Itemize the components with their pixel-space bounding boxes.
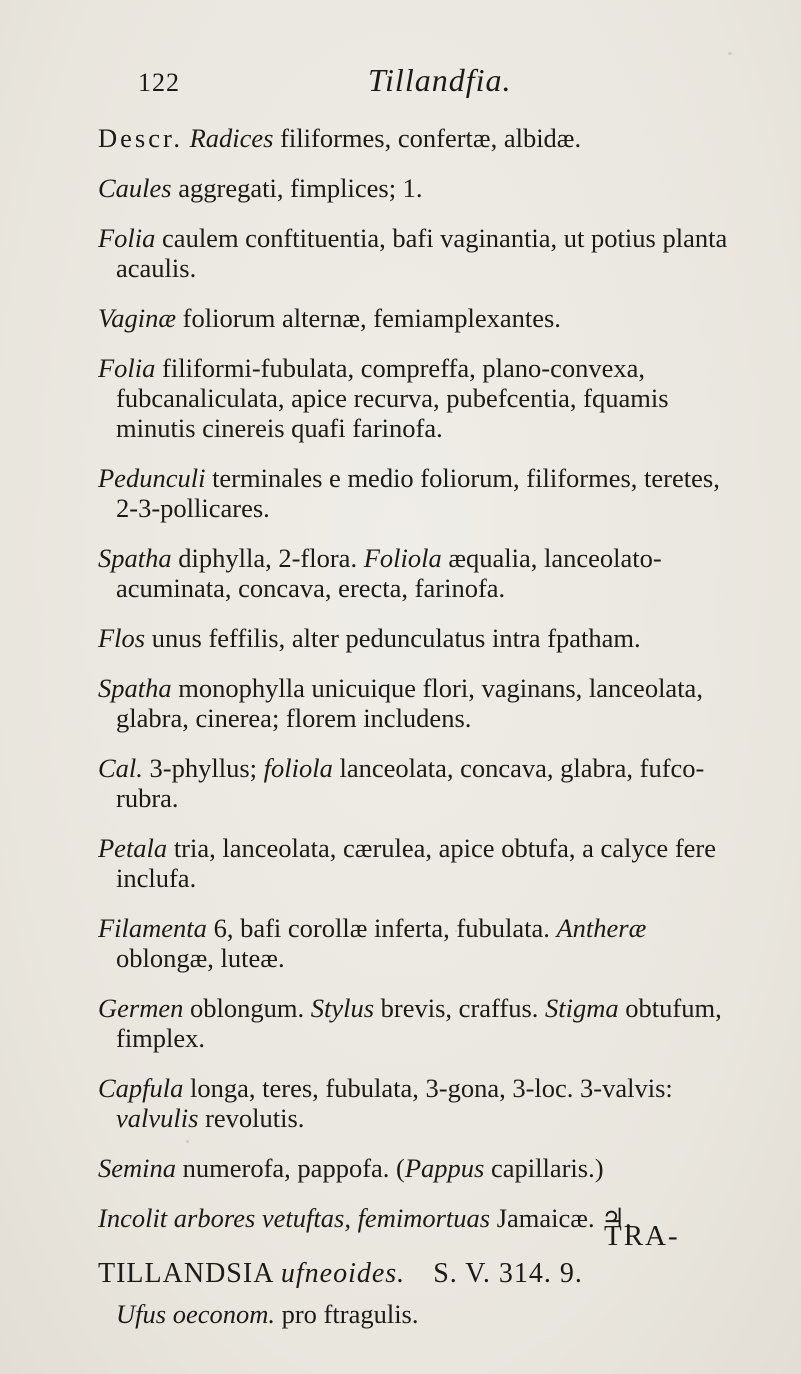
term: Caules [98, 173, 172, 203]
text: unus feffilis, alter pedunculatus intra fpatham. [145, 623, 641, 653]
species-heading [98, 1259, 728, 1289]
term: Stylus [310, 993, 375, 1023]
text: brevis, craffus. [374, 993, 546, 1023]
term: Antheræ [556, 913, 647, 943]
paragraph-spatha-2 [98, 673, 728, 733]
text: diphylla, 2-flora. [171, 543, 364, 573]
page-number: 122 [138, 68, 180, 97]
text: Jamaicæ. ♃. [490, 1203, 632, 1233]
usus-line [116, 1299, 728, 1329]
term: Pedunculi [98, 463, 206, 493]
text: filiformes, confertæ, albidæ. [273, 123, 582, 153]
term: Folia [98, 353, 156, 383]
paragraph-petala [98, 833, 728, 893]
paragraph-capfula [98, 1073, 728, 1133]
paragraph-semina [98, 1153, 728, 1183]
text: terminales e medio foliorum, filiformes, teretes, 2-3-pollicares. [116, 463, 720, 523]
text: 6, bafi corollæ inferta, fubulata. [206, 913, 557, 943]
term: Stigma [545, 993, 619, 1023]
text: aggregati, fimplices; 1. [171, 173, 423, 203]
text: revolutis. [198, 1103, 305, 1133]
term: Folia [98, 223, 156, 253]
term: foliola [263, 753, 333, 783]
term: Filamenta [98, 913, 207, 943]
description-body [98, 123, 728, 1329]
text: obtufum, fimplex. [116, 993, 722, 1053]
paragraph-germen [98, 993, 728, 1053]
paragraph-flos [98, 623, 728, 653]
running-title: Tillandfia. [368, 62, 512, 98]
text: foliorum alternæ, femiamplexantes. [176, 303, 561, 333]
term: valvulis [116, 1103, 199, 1133]
paragraph-filamenta [98, 913, 728, 973]
paragraph-calyx [98, 753, 728, 813]
text: 3-phyllus; [142, 753, 264, 783]
paragraph-radices [98, 123, 728, 153]
term: Germen [98, 993, 184, 1023]
text: oblongæ, luteæ. [116, 943, 285, 973]
text: oblongum. [183, 993, 311, 1023]
paragraph-pedunculi [98, 463, 728, 523]
text: capillaris.) [484, 1153, 604, 1183]
species-reference: S. V. 314. 9. [433, 1258, 583, 1289]
text: longa, teres, fubulata, 3-gona, 3-loc. 3-valvis: [183, 1073, 673, 1103]
term: Cal. [98, 753, 143, 783]
text: numerofa, pappofa. ( [176, 1153, 405, 1183]
term: Vaginæ [98, 303, 177, 333]
text: tria, lanceolata, cærulea, apice obtufa, a calyce fere inclufa. [116, 833, 716, 893]
text: caulem conftituentia, bafi vaginantia, ut potius planta acaulis. [116, 223, 728, 283]
term: Capfula [98, 1073, 184, 1103]
term: Pappus [404, 1153, 485, 1183]
paragraph-caules [98, 173, 728, 203]
usus-text: pro ftragulis. [274, 1299, 419, 1329]
term: Spatha [98, 673, 172, 703]
species-epithet: ufneoides. [280, 1258, 406, 1289]
term: Petala [98, 833, 168, 863]
term: Incolit arbores vetuftas, femimortuas [98, 1203, 491, 1233]
term: Radices [189, 123, 274, 153]
catchword: TRA- [604, 1220, 680, 1252]
text: æqualia, lanceolato-acuminata, concava, erecta, farinofa. [116, 543, 662, 603]
paragraph-spatha [98, 543, 728, 603]
descr-label: Descr. [98, 123, 183, 153]
term: Foliola [363, 543, 442, 573]
term: Flos [98, 623, 146, 653]
text: monophylla unicuique flori, vaginans, lanceolata, glabra, cinerea; florem includens. [116, 673, 703, 733]
text: filiformi-fubulata, compreffa, plano-convexa, fubcanaliculata, apice recurva, pubefcentia, fquamis minutis cinereis quafi farinofa. [116, 353, 669, 443]
term: Spatha [98, 543, 172, 573]
usus-label: Ufus oeconom. [116, 1299, 275, 1329]
page-header [98, 58, 738, 98]
paragraph-folia-2 [98, 353, 728, 443]
term: Semina [98, 1153, 177, 1183]
text: lanceolata, concava, glabra, fufco-rubra. [116, 753, 705, 813]
species-genus: TILLANDSIA [98, 1258, 273, 1289]
paragraph-vaginae [98, 303, 728, 333]
paragraph-folia [98, 223, 728, 283]
